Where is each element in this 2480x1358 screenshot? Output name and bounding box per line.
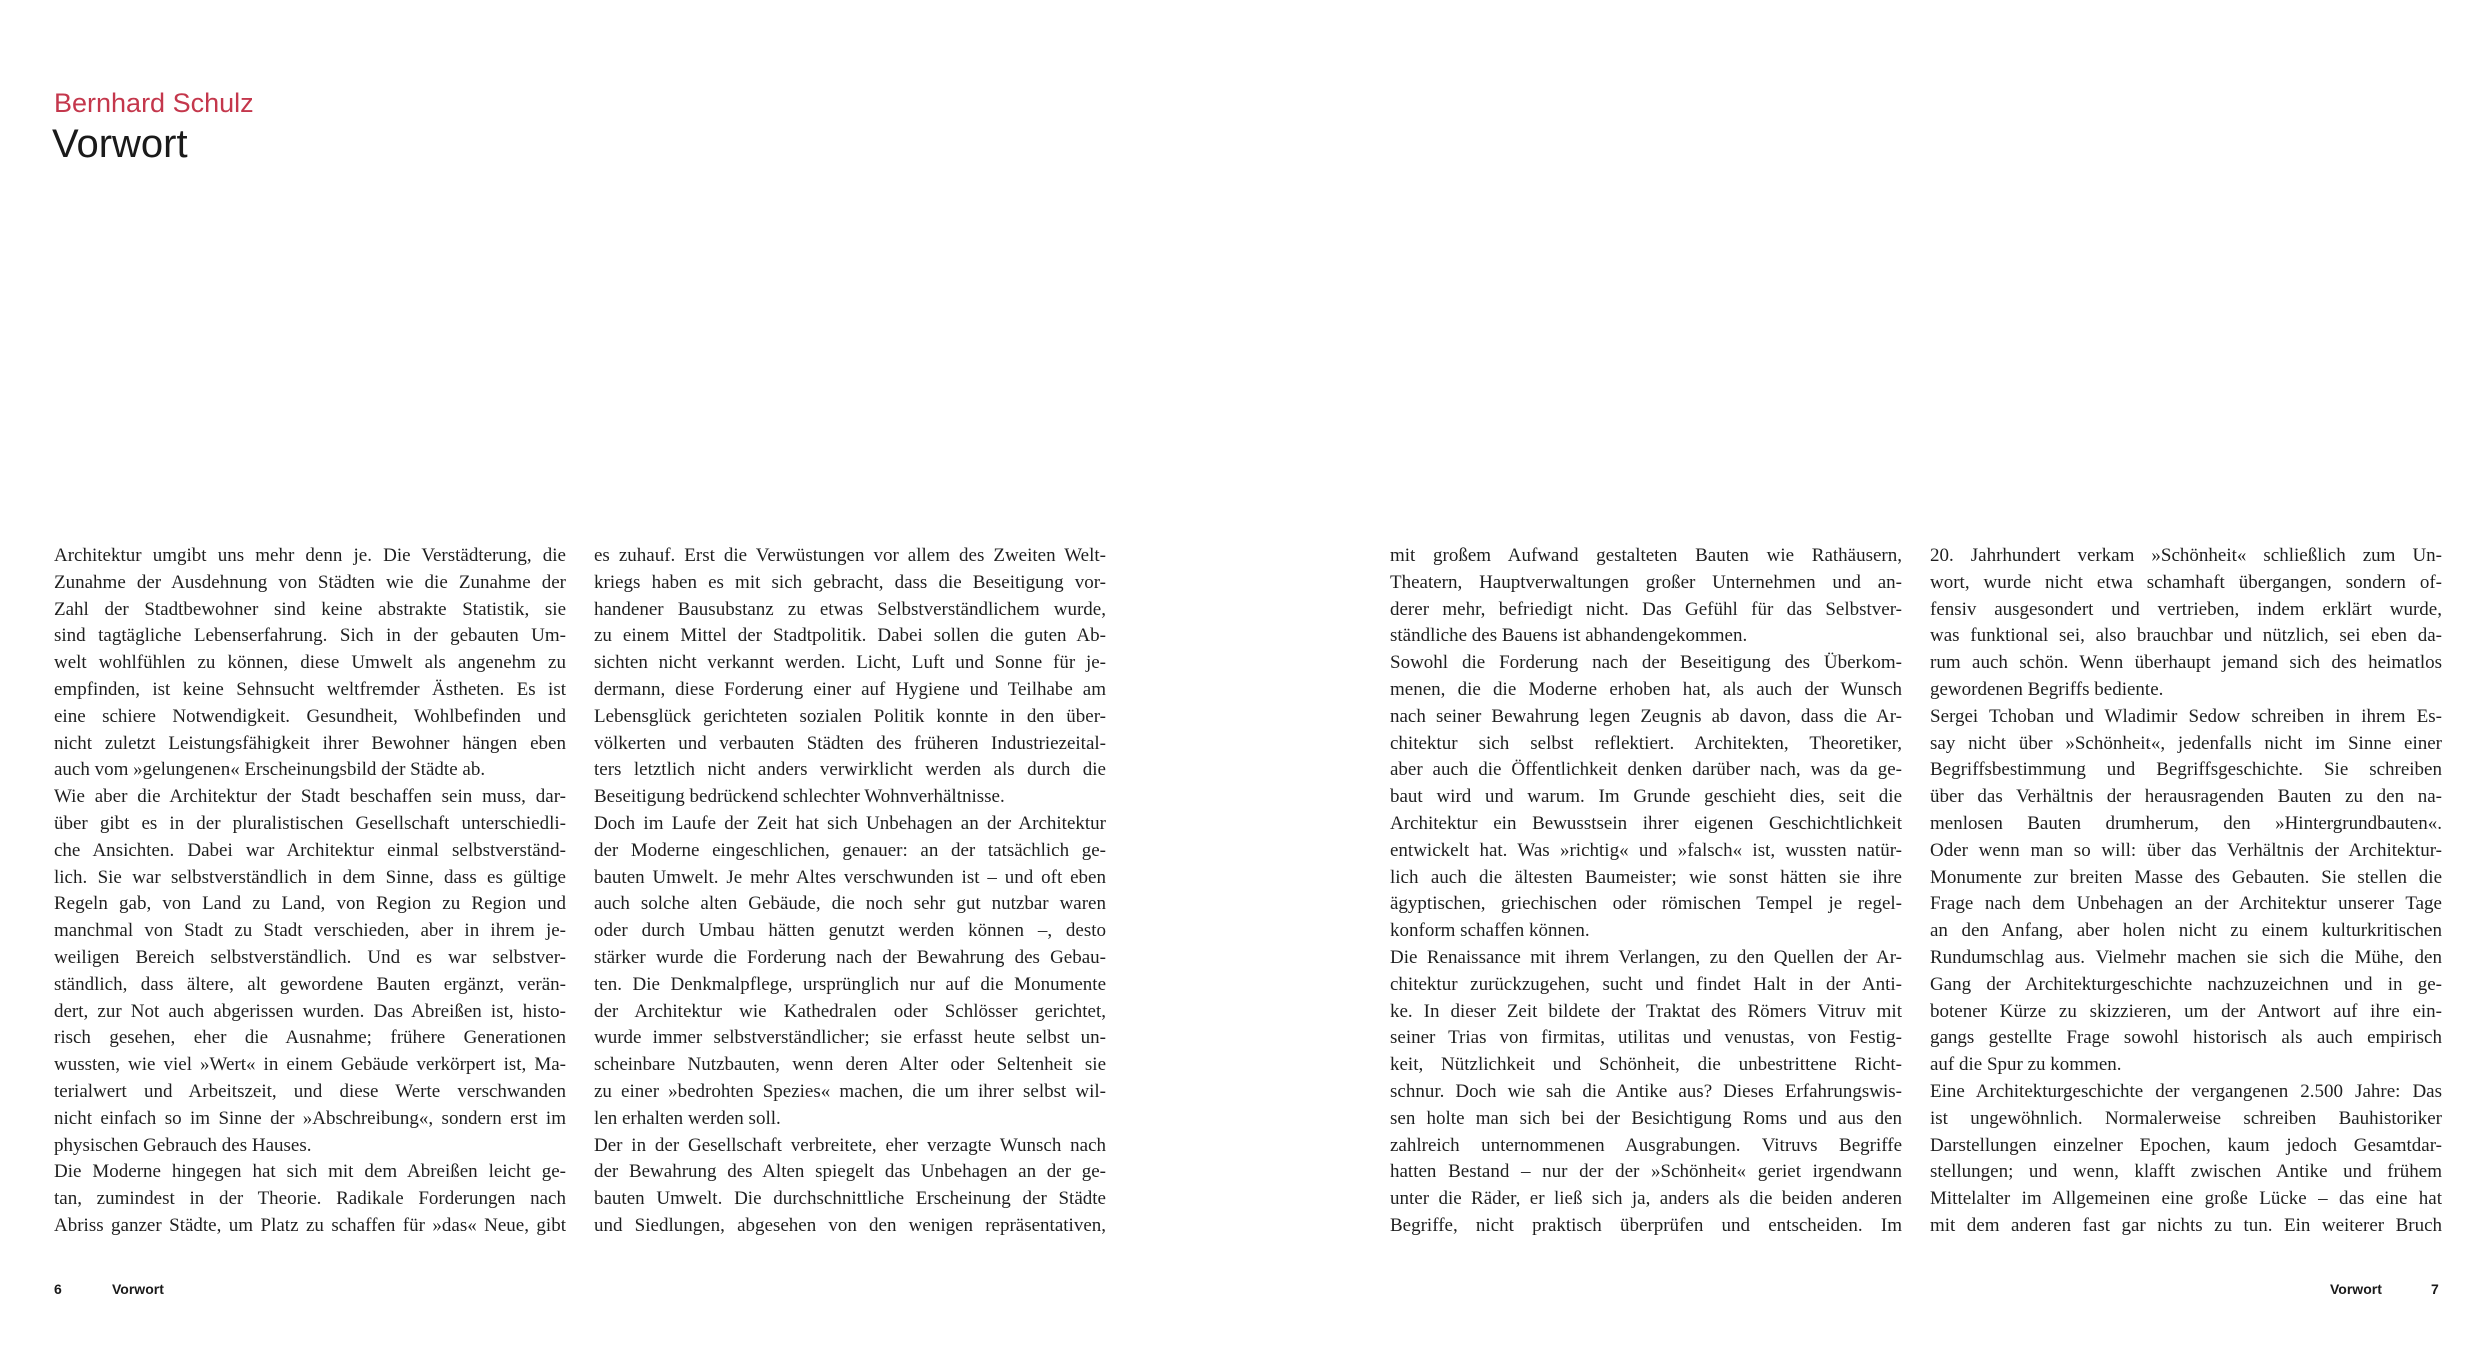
text-line: was funktional sei, also brauchbar und nützlich, sei eben da- [1930,625,2442,647]
text-line: bauten Umwelt. Je mehr Altes verschwunden ist – und oft eben [594,866,1106,888]
text-line: aber auch die Öffentlichkeit denken darüber nach, was da ge- [1390,759,1902,781]
text-line: Monumente zur breiten Masse des Gebauten. Sie stellen die [1930,866,2442,888]
text-line: Gang der Architekturgeschichte nachzuzeichnen und in ge- [1930,973,2442,995]
text-line: rum auch schön. Wenn überhaupt jemand sich des heimatlos [1930,652,2442,674]
text-line: mit dem anderen fast gar nichts zu tun. Ein weiterer Bruch [1930,1214,2442,1236]
text-line: Sergei Tchoban und Wladimir Sedow schreiben in ihrem Es- [1930,705,2442,727]
text-line: zu einer »bedrohten Spezies« machen, die um ihrer selbst wil- [594,1080,1106,1102]
text-line: Lebensglück gerichteten sozialen Politik konnte in den über- [594,705,1106,727]
text-line: nicht einfach so im Sinne der »Abschreibung«, sondern erst im [54,1107,566,1129]
text-line: sen holte man sich bei der Besichtigung Roms und aus den [1390,1107,1902,1129]
text-line: Sowohl die Forderung nach der Beseitigung des Überkom- [1390,652,1902,674]
text-line: che Ansichten. Dabei war Architektur einmal selbstverständ- [54,839,566,861]
text-line: derer mehr, befriedigt nicht. Das Gefühl für das Selbstver- [1390,598,1902,620]
text-line: auf die Spur zu kommen. [1930,1054,2122,1076]
text-line: dert, zur Not auch abgerissen wurden. Das Abreißen ist, histo- [54,1000,566,1022]
text-line: oder durch Umbau hätten genutzt werden können –, desto [594,920,1106,942]
text-line: tan, zumindest in der Theorie. Radikale Forderungen nach [54,1188,566,1210]
text-column-right-2 [1930,543,2442,1240]
text-line: Wie aber die Architektur der Stadt beschaffen sein muss, dar- [54,786,566,808]
text-line: menlosen Bauten drumherum, den »Hintergrundbauten«. [1930,812,2442,834]
text-line: botener Kürze zu skizzieren, um der Antwort auf ihre ein- [1930,1000,2442,1022]
text-line: der Architektur wie Kathedralen oder Schlösser gerichtet, [594,1000,1106,1022]
text-line: der Moderne eingeschlichen, genauer: an der tatsächlich ge- [594,839,1106,861]
text-line: Mittelalter im Allgemeinen eine große Lücke – das eine hat [1930,1188,2442,1210]
text-line: chitektur sich selbst reflektiert. Architekten, Theoretiker, [1390,732,1902,754]
running-title-left: Vorwort [112,1281,164,1297]
text-line: nach seiner Bewahrung legen Zeugnis ab davon, dass die Ar- [1390,705,1902,727]
text-line: sind tagtägliche Lebenserfahrung. Sich in der gebauten Um- [54,625,566,647]
text-line: risch gesehen, eher die Ausnahme; frühere Generationen [54,1027,566,1049]
text-line: ständlich, dass ältere, alt gewordene Bauten ergänzt, verän- [54,973,566,995]
text-line: nicht zuletzt Leistungsfähigkeit ihrer Bewohner hängen eben [54,732,566,754]
text-line: Regeln gab, von Land zu Land, von Region zu Region und [54,893,566,915]
author-name: Bernhard Schulz [54,88,254,118]
text-line: fensiv ausgesondert und vertrieben, indem erklärt wurde, [1930,598,2442,620]
page-number-right: 7 [2431,1281,2439,1297]
page-number-left: 6 [54,1281,62,1297]
text-line: chitektur zurückzugehen, sucht und findet Halt in der Anti- [1390,973,1902,995]
text-line: lich auch die ältesten Baumeister; wie sonst hätten sie ihre [1390,866,1902,888]
text-line: 20. Jahrhundert verkam »Schönheit« schließlich zum Un- [1930,545,2442,566]
text-line: und Siedlungen, abgesehen von den wenigen repräsentativen, [594,1214,1106,1236]
text-line: eine schiere Notwendigkeit. Gesundheit, Wohlbefinden und [54,705,566,727]
text-line: Eine Architekturgeschichte der vergangenen 2.500 Jahre: Das [1930,1080,2442,1102]
text-line: Darstellungen einzelner Epochen, kaum jedoch Gesamtdar- [1930,1134,2442,1156]
text-line: Abriss ganzer Städte, um Platz zu schaffen für »das« Neue, gibt [54,1214,566,1236]
text-line: Zunahme der Ausdehnung von Städten wie die Zunahme der [54,571,566,593]
text-line: gangs gestellte Frage sowohl historisch als auch empirisch [1930,1027,2442,1049]
text-line: völkerten und verbauten Städten des früheren Industriezeital- [594,732,1106,754]
text-line: unter die Räder, er ließ sich ja, anders als die beiden anderen [1390,1188,1902,1210]
text-line: Theatern, Hauptverwaltungen großer Unternehmen und an- [1390,571,1902,593]
text-line: es zuhauf. Erst die Verwüstungen vor allem des Zweiten Welt- [594,545,1106,566]
text-line: scheinbare Nutzbauten, wenn deren Alter oder Seltenheit sie [594,1054,1106,1076]
text-column-right-1 [1390,543,1902,1240]
text-line: say nicht über »Schönheit«, jedenfalls nicht im Sinne einer [1930,732,2442,754]
text-line: Architektur ein Bewusstsein ihrer eigenen Geschichtlichkeit [1390,812,1902,834]
text-line: wort, wurde nicht etwa schamhaft übergangen, sondern of- [1930,571,2442,593]
text-line: Der in der Gesellschaft verbreitete, eher verzagte Wunsch nach [594,1134,1106,1156]
text-line: bauten Umwelt. Die durchschnittliche Erscheinung der Städte [594,1188,1106,1210]
text-line: ist ungewöhnlich. Normalerweise schreiben Bauhistoriker [1930,1107,2442,1129]
text-line: Rundumschlag aus. Vielmehr machen sie sich die Mühe, den [1930,946,2442,968]
text-line: physischen Gebrauch des Hauses. [54,1134,312,1156]
text-line: ägyptischen, griechischen oder römischen Tempel je regel- [1390,893,1902,915]
text-line: Beseitigung bedrückend schlechter Wohnverhältnisse. [594,786,1005,808]
text-line: keit, Nützlichkeit und Schönheit, die unbestrittene Richt- [1390,1054,1902,1076]
text-line: der Bewahrung des Alten spiegelt das Unbehagen an der ge- [594,1161,1106,1183]
text-line: mit großem Aufwand gestalteten Bauten wie Rathäusern, [1390,545,1902,566]
text-line: weiligen Bereich selbstverständlich. Und es war selbstver- [54,946,566,968]
text-line: kriegs haben es mit sich gebracht, dass die Beseitigung vor- [594,571,1106,593]
text-line: Architektur umgibt uns mehr denn je. Die Verstädterung, die [54,545,566,566]
text-line: über das Verhältnis der herausragenden Bauten zu den na- [1930,786,2442,808]
text-line: ten. Die Denkmalpflege, ursprünglich nur auf die Monumente [594,973,1106,995]
text-line: Frage nach dem Unbehagen an der Architektur unserer Tage [1930,893,2442,915]
text-line: dermann, diese Forderung einer auf Hygiene und Teilhabe am [594,678,1106,700]
text-line: seiner Trias von firmitas, utilitas und venustas, von Festig- [1390,1027,1902,1049]
text-line: Die Renaissance mit ihrem Verlangen, zu den Quellen der Ar- [1390,946,1902,968]
text-line: konform schaffen können. [1390,920,1590,942]
text-line: stärker wurde die Forderung nach der Bewahrung des Gebau- [594,946,1106,968]
text-column-left-1 [54,543,566,1240]
text-line: Doch im Laufe der Zeit hat sich Unbehagen an der Architektur [594,812,1106,834]
text-line: auch vom »gelungenen« Erscheinungsbild der Städte ab. [54,759,486,781]
text-line: len erhalten werden soll. [594,1107,781,1129]
text-line: wussten, wie viel »Wert« in einem Gebäude verkörpert ist, Ma- [54,1054,566,1076]
text-line: zahlreich unternommenen Ausgrabungen. Vitruvs Begriffe [1390,1134,1902,1156]
text-line: Die Moderne hingegen hat sich mit dem Abreißen leicht ge- [54,1161,566,1183]
text-line: hatten Bestand – nur der der »Schönheit« geriet irgendwann [1390,1161,1902,1183]
text-line: manchmal von Stadt zu Stadt verschieden, aber in ihrem je- [54,920,566,942]
text-line: Begriffe, nicht praktisch überprüfen und entscheiden. Im [1390,1214,1902,1236]
text-line: sichten nicht verkannt werden. Licht, Luft und Sonne für je- [594,652,1106,674]
text-line: menen, die die Moderne erhoben hat, als auch der Wunsch [1390,678,1902,700]
text-line: ständliche des Bauens ist abhandengekommen. [1390,625,1748,647]
text-line: ke. In dieser Zeit bildete der Traktat des Römers Vitruv mit [1390,1000,1902,1022]
text-line: auch solche alten Gebäude, die noch sehr gut nutzbar waren [594,893,1106,915]
text-line: ters letztlich nicht anders verwirklicht werden als durch die [594,759,1106,781]
text-line: welt wohlfühlen zu können, diese Umwelt als angenehm zu [54,652,566,674]
text-line: zu einem Mittel der Stadtpolitik. Dabei sollen die guten Ab- [594,625,1106,647]
text-column-left-2 [594,543,1106,1240]
text-line: handener Bausubstanz zu etwas Selbstverständlichem wurde, [594,598,1106,620]
text-line: über gibt es in der pluralistischen Gesellschaft unterschiedli- [54,812,566,834]
text-line: Zahl der Stadtbewohner sind keine abstrakte Statistik, sie [54,598,566,620]
text-line: an den Anfang, aber holen nicht zu einem kulturkritischen [1930,920,2442,942]
text-line: baut wird und warum. Im Grunde geschieht dies, seit die [1390,786,1902,808]
chapter-title: Vorwort [52,122,188,166]
running-title-right: Vorwort [2330,1281,2382,1297]
text-line: lich. Sie war selbstverständlich in dem Sinne, dass es gültige [54,866,566,888]
text-line: schnur. Doch wie sah die Antike aus? Dieses Erfahrungswis- [1390,1080,1902,1102]
text-line: Oder wenn man so will: über das Verhältnis der Architektur- [1930,839,2442,861]
text-line: empfinden, ist keine Sehnsucht weltfremder Ästheten. Es ist [54,678,566,700]
text-line: wurde immer selbstverständlicher; sie erfasst heute selbst un- [594,1027,1106,1049]
text-line: stellungen; und wenn, klafft zwischen Antike und frühem [1930,1161,2442,1183]
text-line: entwickelt hat. Was »richtig« und »falsch« ist, wussten natür- [1390,839,1902,861]
text-line: terialwert und Arbeitszeit, und diese Werte verschwanden [54,1080,566,1102]
text-line: Begriffsbestimmung und Begriffsgeschichte. Sie schreiben [1930,759,2442,781]
text-line: gewordenen Begriffs bediente. [1930,678,2164,700]
